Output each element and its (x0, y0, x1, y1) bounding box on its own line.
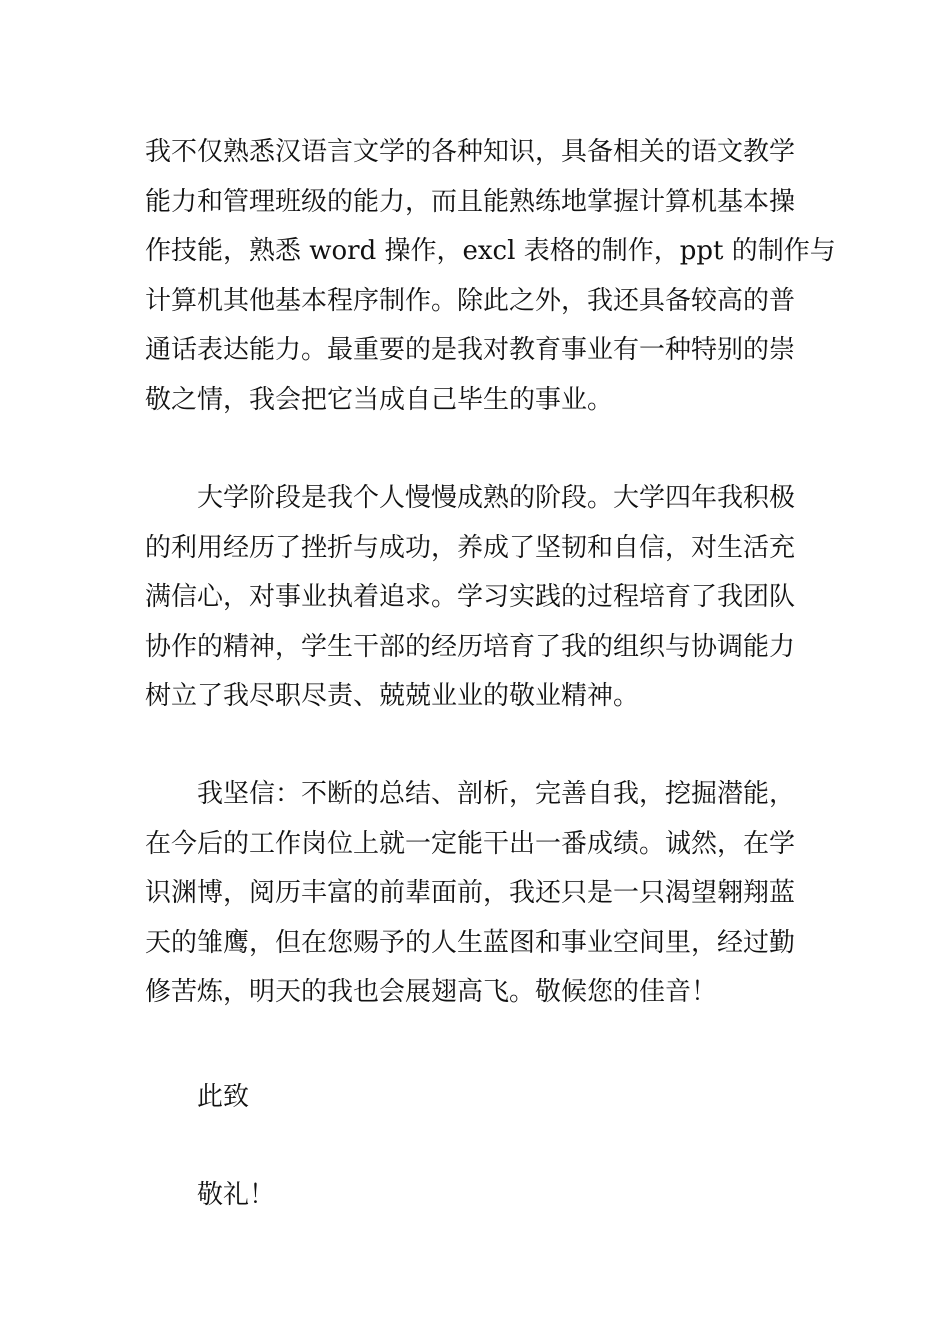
closing-regards (145, 1171, 810, 1221)
paragraph-line: 树立了我尽职尽责、兢兢业业的敬业精神。 (145, 681, 640, 711)
paragraph-line: 修苦炼，明天的我也会展翅高飞。敬候您的佳音！ (145, 977, 718, 1007)
closing-line-2: 敬礼！ (197, 1180, 276, 1210)
paragraph-university (145, 474, 810, 722)
paragraph-line: 大学阶段是我个人慢慢成熟的阶段。大学四年我积极 (197, 483, 796, 513)
paragraph-line: 作技能，熟悉 word 操作，excl 表格的制作，ppt 的制作与 (145, 236, 836, 266)
paragraph-line: 满信心，对事业执着追求。学习实践的过程培育了我团队 (145, 582, 796, 612)
paragraph-line: 我不仅熟悉汉语言文学的各种知识，具备相关的语文教学 (145, 137, 796, 167)
paragraph-line: 识渊博，阅历丰富的前辈面前，我还只是一只渴望翱翔蓝 (145, 878, 796, 908)
paragraph-line: 计算机其他基本程序制作。除此之外，我还具备较高的普 (145, 285, 796, 316)
paragraph-skills (145, 128, 836, 425)
paragraph-belief (145, 770, 810, 1018)
paragraph-line: 协作的精神，学生干部的经历培育了我的组织与协调能力 (145, 631, 796, 662)
paragraph-line: 天的雏鹰，但在您赐予的人生蓝图和事业空间里，经过勤 (145, 927, 796, 958)
paragraph-line: 我坚信：不断的总结、剖析，完善自我，挖掘潜能， (197, 779, 796, 809)
closing-line-1: 此致 (197, 1082, 250, 1112)
paragraph-line: 在今后的工作岗位上就一定能干出一番成绩。诚然，在学 (145, 828, 796, 859)
paragraph-line: 能力和管理班级的能力，而且能熟练地掌握计算机基本操 (145, 186, 796, 217)
closing-salutation (145, 1073, 810, 1123)
paragraph-line: 的利用经历了挫折与成功，养成了坚韧和自信，对生活充 (145, 532, 796, 563)
paragraph-line: 通话表达能力。最重要的是我对教育事业有一种特别的崇 (145, 335, 796, 365)
paragraph-line: 敬之情，我会把它当成自己毕生的事业。 (145, 384, 614, 415)
